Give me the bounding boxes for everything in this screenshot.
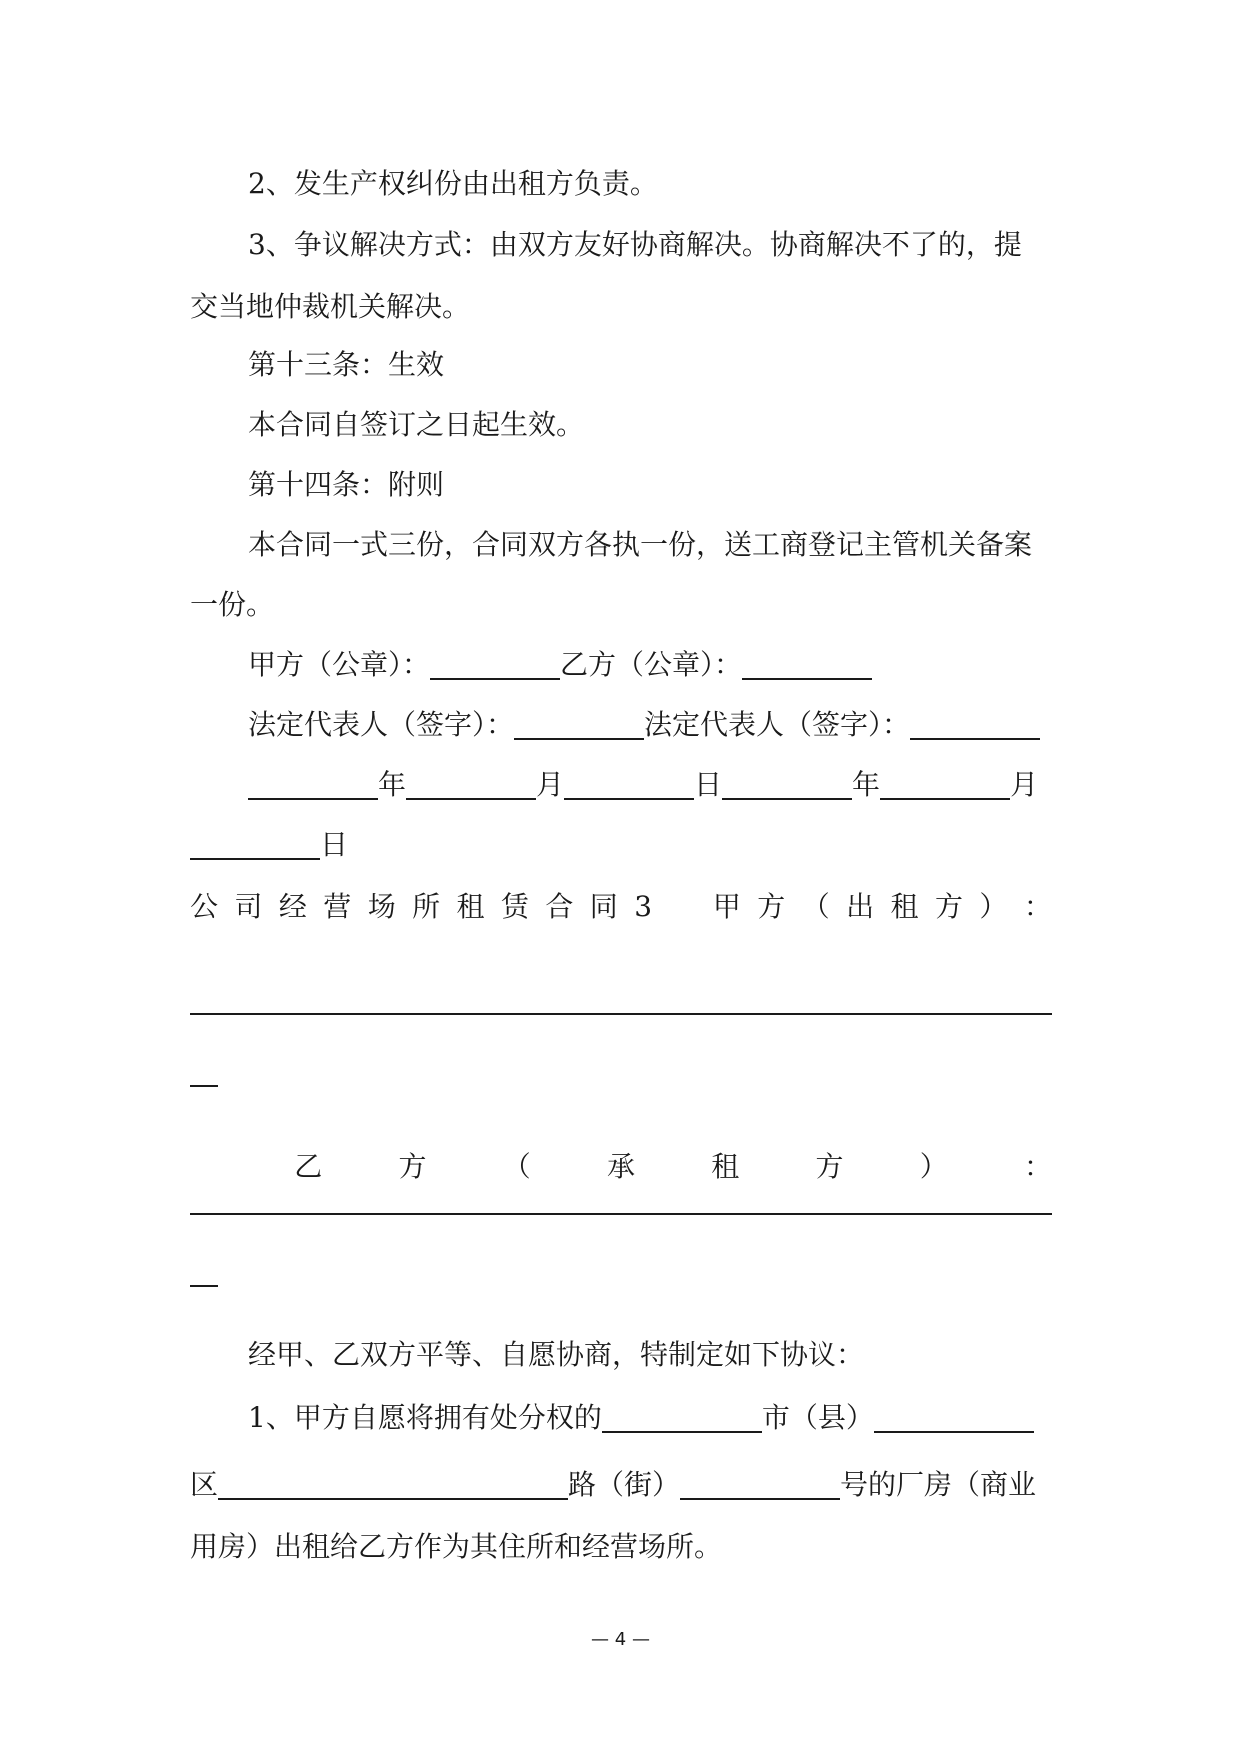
- city-blank: [602, 1401, 762, 1433]
- article-14-body-continued: 一份。: [190, 588, 275, 621]
- heading-char: 同: [589, 890, 618, 923]
- heading-char: 出: [846, 890, 875, 923]
- paragraph-continued: 交当地仲裁机关解决。: [190, 290, 471, 323]
- party-b-label-char: ：: [1023, 1150, 1052, 1183]
- county-blank: [874, 1401, 1034, 1433]
- number-label: 号的厂房（商业: [840, 1468, 1037, 1501]
- paragraph: 2、发生产权纠份由出租方负责。: [248, 167, 658, 200]
- date-line: [248, 765, 1038, 805]
- heading-char: 公: [190, 890, 219, 923]
- clause-1-end: 用房）出租给乙方作为其住所和经营场所。: [190, 1530, 723, 1563]
- party-b-label-char: 乙: [294, 1150, 323, 1183]
- party-b-label-char: 方: [815, 1150, 844, 1183]
- heading-char: 方: [934, 890, 963, 923]
- party-a-seal-blank: [430, 648, 560, 680]
- party-b-label-char: [190, 1147, 218, 1187]
- date-blank: [248, 768, 378, 800]
- heading-char: 场: [367, 890, 396, 923]
- heading-char: 经: [278, 890, 307, 923]
- heading-char: 方: [757, 890, 786, 923]
- party-b-seal-blank: [742, 648, 872, 680]
- party-b-label-char: ）: [919, 1150, 948, 1183]
- heading-char: ：: [1023, 890, 1052, 923]
- heading-char: （: [801, 890, 830, 923]
- article-14-body: 本合同一式三份，合同双方各执一份，送工商登记主管机关备案: [248, 528, 1033, 561]
- party-b-label-char: （: [502, 1150, 531, 1183]
- heading-char: 所: [412, 890, 441, 923]
- district-label: 区: [190, 1468, 219, 1501]
- heading-char: 租: [456, 890, 485, 923]
- party-a-blank-line: [190, 1013, 1052, 1015]
- day-label: 日: [320, 828, 349, 861]
- clause-1: [248, 1398, 1034, 1438]
- month-label: 月: [536, 768, 565, 801]
- party-b-seal-label: 乙方（公章）：: [560, 648, 743, 681]
- party-a-blank-line-end: [190, 1085, 218, 1087]
- date-blank: [880, 768, 1010, 800]
- date-blank: [406, 768, 536, 800]
- paragraph: 3、争议解决方式：由双方友好协商解决。协商解决不了的，提: [248, 228, 1022, 261]
- clause-1-text: 1、甲方自愿将拥有处分权的: [248, 1401, 602, 1434]
- date-blank: [564, 768, 694, 800]
- party-b-label-char: 方: [398, 1150, 427, 1183]
- heading-char: 赁: [500, 890, 529, 923]
- page-number: — 4 —: [591, 1629, 650, 1650]
- heading-char: 租: [890, 890, 919, 923]
- year-label: 年: [378, 768, 407, 801]
- article-13-title: 第十三条：生效: [248, 348, 445, 381]
- day-label: 日: [694, 768, 723, 801]
- month-label: 月: [1010, 768, 1039, 801]
- signature-line-seals: [248, 645, 872, 685]
- party-b-rep-blank: [910, 708, 1040, 740]
- road-blank: [218, 1468, 568, 1500]
- heading-char: 合: [545, 890, 574, 923]
- party-b-blank-line: [190, 1213, 1052, 1215]
- party-b-rep-label: 法定代表人（签字）：: [644, 708, 911, 741]
- party-b-label-char: 承: [606, 1150, 635, 1183]
- article-14-title: 第十四条：附则: [248, 468, 445, 501]
- city-label: 市（县）: [761, 1401, 874, 1434]
- number-blank: [680, 1468, 840, 1500]
- heading-char: 甲: [712, 890, 741, 923]
- heading-char: ）: [979, 890, 1008, 923]
- date-line-continued: [190, 825, 348, 865]
- date-blank: [722, 768, 852, 800]
- clause-1-continued: [190, 1465, 1036, 1505]
- signature-line-representatives: [248, 705, 1040, 745]
- year-label: 年: [852, 768, 881, 801]
- intro-paragraph: 经甲、乙双方平等、自愿协商，特制定如下协议：: [248, 1338, 865, 1371]
- heading-char: 司: [234, 890, 263, 923]
- heading-char: 营: [323, 890, 352, 923]
- party-b-blank-line-end: [190, 1285, 218, 1287]
- date-blank: [190, 828, 320, 860]
- article-13-body: 本合同自签订之日起生效。: [248, 408, 585, 441]
- heading-char: [668, 887, 696, 927]
- road-label: 路（街）: [568, 1468, 681, 1501]
- contract-heading: [190, 887, 1052, 927]
- party-a-seal-label: 甲方（公章）：: [248, 648, 431, 681]
- party-b-label-line: [190, 1147, 1052, 1187]
- party-a-rep-blank: [514, 708, 644, 740]
- party-a-rep-label: 法定代表人（签字）：: [248, 708, 515, 741]
- heading-char: 3: [634, 890, 653, 923]
- party-b-label-char: 租: [711, 1150, 740, 1183]
